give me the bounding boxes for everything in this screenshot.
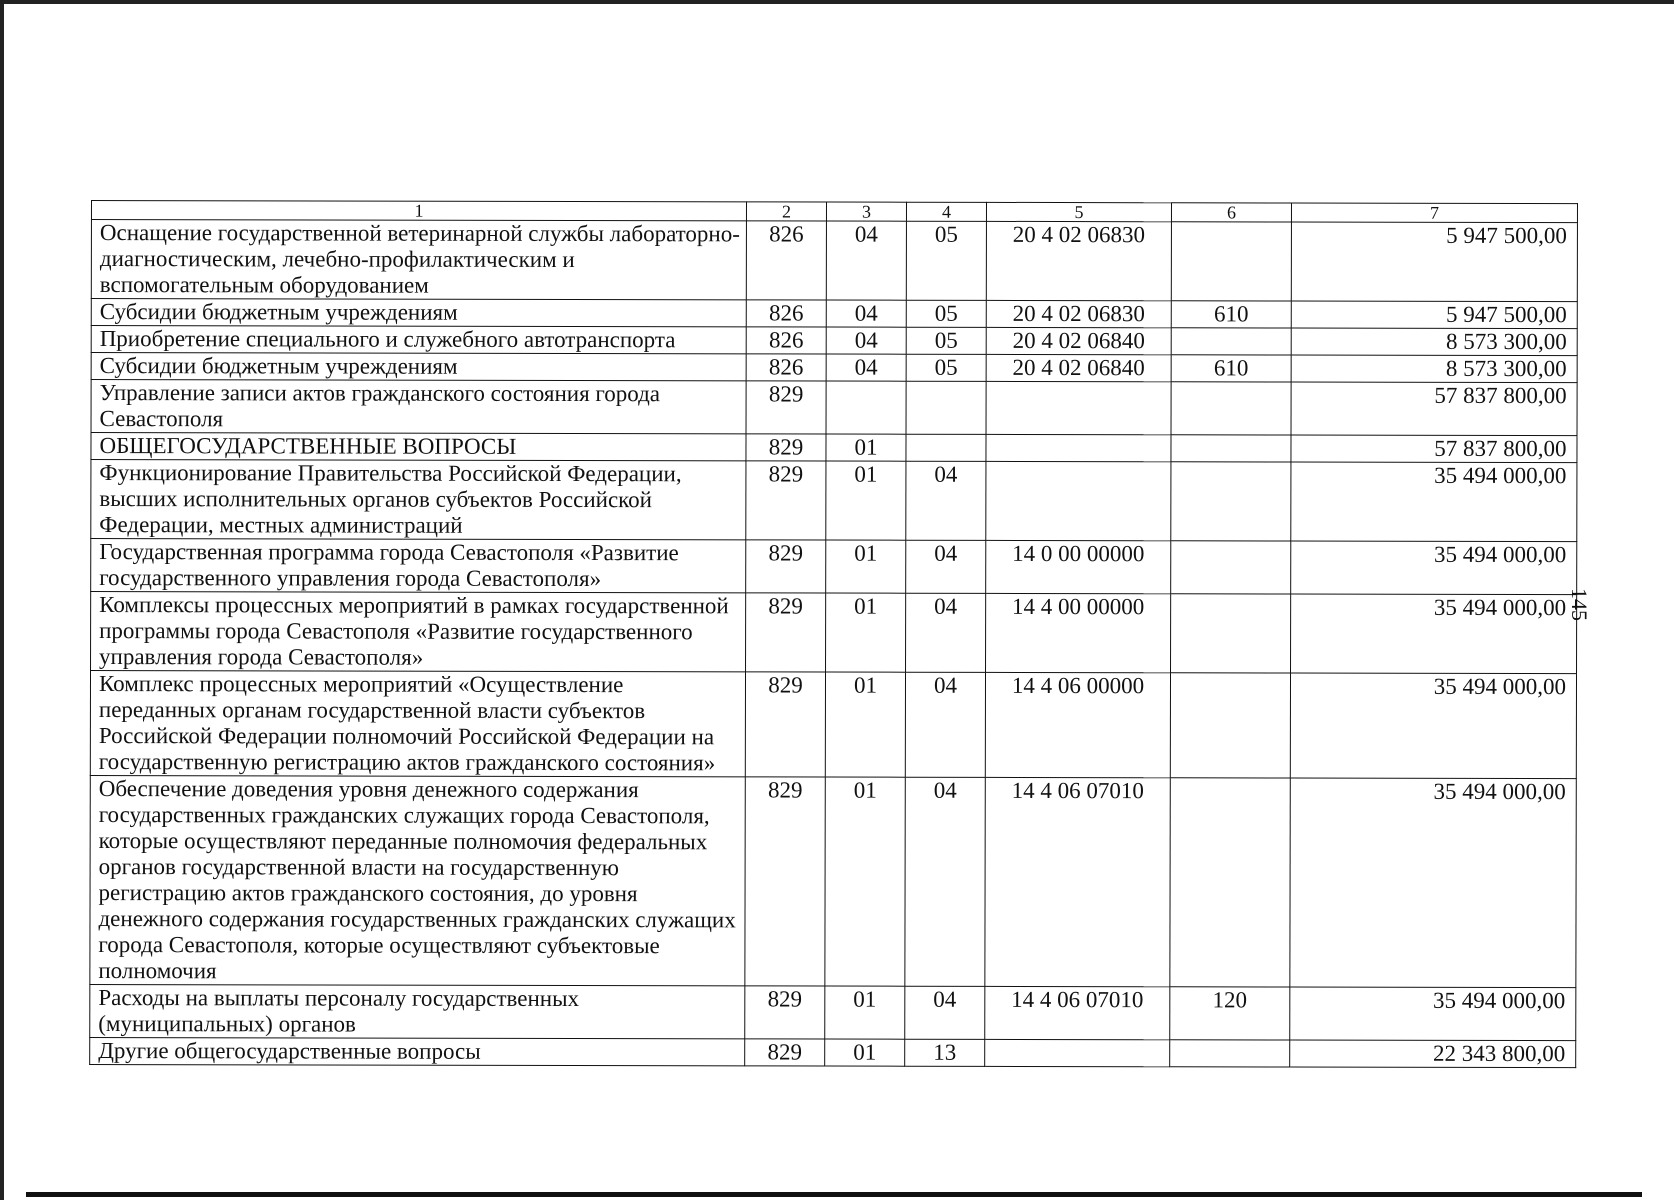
cell-amount: 35 494 000,00 bbox=[1290, 778, 1576, 988]
cell-amount: 57 837 800,00 bbox=[1291, 382, 1577, 436]
cell-subsection: 13 bbox=[905, 1039, 985, 1066]
cell-subsection: 05 bbox=[906, 221, 986, 300]
cell-code: 829 bbox=[746, 540, 826, 593]
cell-target-article: 20 4 02 06840 bbox=[986, 327, 1171, 354]
cell-subsection: 04 bbox=[905, 777, 985, 986]
cell-section: 01 bbox=[825, 672, 905, 777]
cell-code: 829 bbox=[746, 381, 826, 434]
cell-code: 826 bbox=[746, 221, 826, 300]
cell-expense-type bbox=[1170, 673, 1290, 778]
table-row bbox=[91, 326, 1577, 356]
table-row bbox=[91, 353, 1577, 383]
cell-subsection: 04 bbox=[905, 986, 985, 1039]
table-row bbox=[90, 775, 1576, 987]
row-name: Приобретение специального и служебного автотранспорта bbox=[91, 326, 746, 354]
header-cell: 2 bbox=[746, 202, 826, 221]
row-name: Управление записи актов гражданского состояния города Севастополя bbox=[91, 380, 746, 434]
cell-code: 829 bbox=[745, 986, 825, 1039]
cell-amount: 35 494 000,00 bbox=[1291, 594, 1577, 674]
cell-expense-type bbox=[1170, 778, 1290, 987]
cell-subsection: 04 bbox=[906, 593, 986, 672]
row-name: Функционирование Правительства Российской Федерации, высших исполнительных органов субъектов Российской Федерации, местных администраций bbox=[91, 460, 746, 540]
cell-expense-type bbox=[1171, 382, 1291, 435]
cell-target-article bbox=[985, 1039, 1170, 1066]
cell-subsection bbox=[906, 434, 986, 461]
cell-target-article bbox=[986, 461, 1171, 540]
cell-target-article: 14 0 00 00000 bbox=[986, 540, 1171, 593]
header-cell: 7 bbox=[1291, 203, 1577, 223]
cell-amount: 8 573 300,00 bbox=[1291, 355, 1577, 383]
row-name: Государственная программа города Севастополя «Развитие государственного управления города Севастополя» bbox=[91, 539, 746, 593]
table-row bbox=[91, 460, 1577, 542]
cell-amount: 57 837 800,00 bbox=[1291, 435, 1577, 463]
scan-border-left bbox=[0, 0, 4, 1200]
table-row bbox=[90, 984, 1576, 1040]
cell-amount: 22 343 800,00 bbox=[1290, 1040, 1576, 1068]
cell-subsection: 05 bbox=[906, 327, 986, 354]
budget-table-container bbox=[89, 200, 1577, 1123]
cell-target-article: 14 4 06 00000 bbox=[985, 672, 1170, 777]
cell-section: 04 bbox=[826, 221, 906, 300]
header-cell: 4 bbox=[906, 202, 986, 221]
cell-expense-type: 610 bbox=[1171, 301, 1291, 328]
row-name: Субсидии бюджетным учреждениям bbox=[91, 299, 746, 327]
row-name: Оснащение государственной ветеринарной службы лабораторно-диагностическим, лечебно-профилактическим и вспомогательным оборудованием bbox=[91, 220, 746, 300]
cell-amount: 5 947 500,00 bbox=[1291, 222, 1577, 302]
row-name: Другие общегосударственные вопросы bbox=[90, 1037, 745, 1065]
cell-target-article: 14 4 06 07010 bbox=[985, 777, 1170, 986]
cell-target-article bbox=[986, 434, 1171, 461]
cell-section: 04 bbox=[826, 354, 906, 381]
cell-code: 826 bbox=[746, 354, 826, 381]
cell-subsection: 04 bbox=[906, 461, 986, 540]
cell-expense-type: 120 bbox=[1170, 987, 1290, 1040]
cell-target-article: 14 4 00 00000 bbox=[986, 593, 1171, 672]
cell-code: 829 bbox=[746, 461, 826, 540]
cell-expense-type bbox=[1171, 462, 1291, 541]
cell-amount: 35 494 000,00 bbox=[1291, 541, 1577, 595]
page-number: 145 bbox=[1567, 588, 1592, 621]
table-row bbox=[91, 220, 1577, 302]
cell-target-article: 20 4 02 06840 bbox=[986, 354, 1171, 381]
cell-amount: 35 494 000,00 bbox=[1290, 987, 1576, 1041]
cell-code: 829 bbox=[746, 593, 826, 672]
cell-code: 829 bbox=[745, 777, 825, 986]
cell-code: 829 bbox=[746, 434, 826, 461]
cell-expense-type bbox=[1171, 222, 1291, 301]
cell-code: 829 bbox=[745, 1039, 825, 1066]
header-cell: 6 bbox=[1171, 203, 1291, 222]
cell-section: 04 bbox=[826, 300, 906, 327]
cell-target-article bbox=[986, 381, 1171, 434]
cell-target-article: 20 4 02 06830 bbox=[986, 300, 1171, 327]
table-row bbox=[91, 433, 1577, 463]
cell-section: 01 bbox=[826, 540, 906, 593]
cell-expense-type bbox=[1170, 1040, 1290, 1067]
cell-section: 01 bbox=[825, 1039, 905, 1066]
cell-expense-type: 610 bbox=[1171, 355, 1291, 382]
cell-amount: 35 494 000,00 bbox=[1291, 462, 1577, 542]
cell-expense-type bbox=[1171, 594, 1291, 673]
cell-section bbox=[826, 381, 906, 434]
cell-expense-type bbox=[1171, 435, 1291, 462]
row-name: ОБЩЕГОСУДАРСТВЕННЫЕ ВОПРОСЫ bbox=[91, 433, 746, 461]
cell-code: 829 bbox=[745, 672, 825, 777]
cell-subsection bbox=[906, 381, 986, 434]
scan-border-top bbox=[0, 0, 1674, 4]
cell-subsection: 04 bbox=[905, 672, 985, 777]
table-row bbox=[91, 539, 1577, 595]
header-cell: 1 bbox=[91, 201, 746, 221]
table-row bbox=[90, 1037, 1576, 1067]
cell-code: 826 bbox=[746, 300, 826, 327]
cell-subsection: 05 bbox=[906, 300, 986, 327]
budget-table bbox=[89, 200, 1578, 1068]
cell-section: 01 bbox=[825, 777, 905, 986]
table-row bbox=[91, 380, 1577, 436]
cell-amount: 8 573 300,00 bbox=[1291, 328, 1577, 356]
cell-expense-type bbox=[1171, 328, 1291, 355]
scan-border-bottom bbox=[26, 1192, 1642, 1197]
cell-code: 826 bbox=[746, 327, 826, 354]
header-cell: 5 bbox=[986, 202, 1171, 221]
row-name: Субсидии бюджетным учреждениям bbox=[91, 353, 746, 381]
cell-amount: 35 494 000,00 bbox=[1290, 673, 1576, 779]
table-row bbox=[91, 299, 1577, 329]
cell-amount: 5 947 500,00 bbox=[1291, 301, 1577, 329]
header-cell: 3 bbox=[826, 202, 906, 221]
row-name: Комплекс процессных мероприятий «Осуществление переданных органам государственной власти субъектов Российской Федерации полномочий Российской Федерации на государственную регистрацию актов гражданского состояния» bbox=[90, 671, 745, 777]
cell-section: 04 bbox=[826, 327, 906, 354]
cell-section: 01 bbox=[826, 434, 906, 461]
cell-subsection: 04 bbox=[906, 540, 986, 593]
cell-section: 01 bbox=[826, 461, 906, 540]
row-name: Расходы на выплаты персоналу государственных (муниципальных) органов bbox=[90, 984, 745, 1038]
cell-target-article: 14 4 06 07010 bbox=[985, 986, 1170, 1039]
cell-section: 01 bbox=[826, 593, 906, 672]
cell-expense-type bbox=[1171, 541, 1291, 594]
row-name: Обеспечение доведения уровня денежного содержания государственных гражданских служащих города Севастополя, которые осуществляют переданные полномочия федеральных органов государственной власти на государственную регистрацию актов гражданского состояния, до уровня денежного содержания государственных гражданских служащих города Севастополя, которые осуществляют субъектовые полномочия bbox=[90, 775, 745, 985]
cell-subsection: 05 bbox=[906, 354, 986, 381]
table-row bbox=[90, 671, 1576, 779]
cell-section: 01 bbox=[825, 986, 905, 1039]
row-name: Комплексы процессных мероприятий в рамках государственной программы города Севастополя «Развитие государственного управления города Севастополя» bbox=[91, 592, 746, 672]
cell-target-article: 20 4 02 06830 bbox=[986, 221, 1171, 300]
table-row bbox=[91, 592, 1577, 674]
